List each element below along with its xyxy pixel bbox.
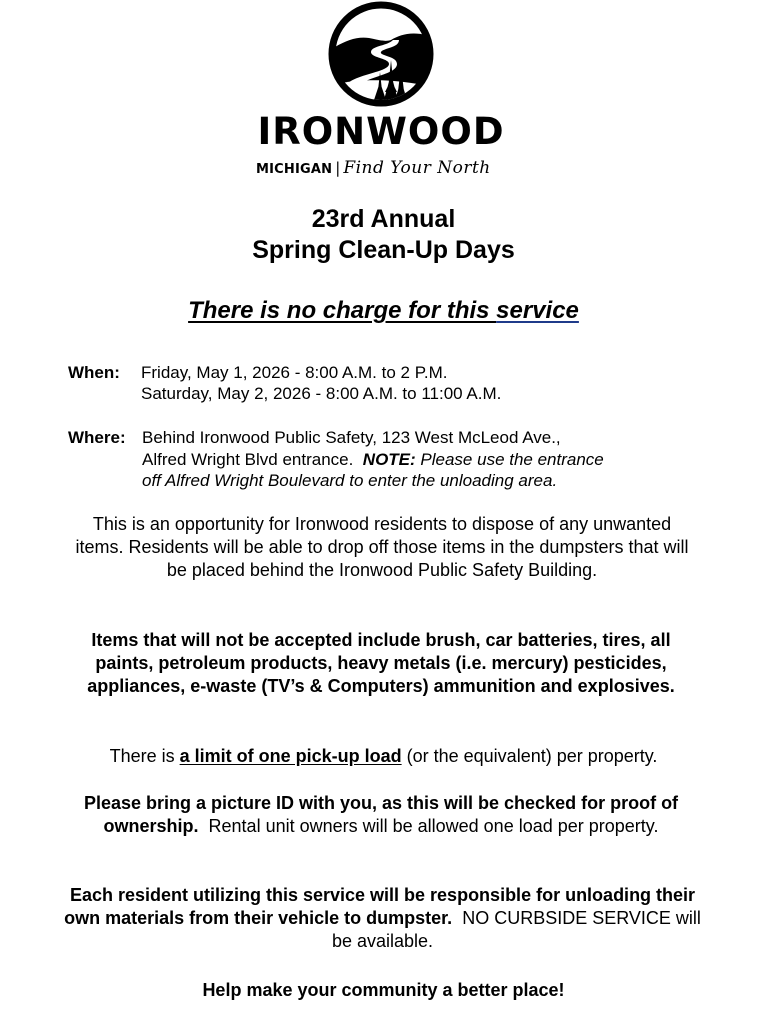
picture-id-plain: Rental unit owners will be allowed one load per property. xyxy=(198,816,659,836)
ironwood-logo xyxy=(254,0,514,185)
no-charge-text: There is no charge for this xyxy=(188,297,497,324)
picture-id-paragraph xyxy=(64,792,698,838)
unloading-bold: Each resident utilizing this service will be responsible for unloading their own materials from their vehicle to dumpster. xyxy=(64,885,696,928)
unloading-paragraph xyxy=(60,884,705,953)
when-line-1: Friday, May 1, 2026 - 8:00 A.M. to 2 P.M. xyxy=(141,363,448,382)
logo-wordmark: IRONWOOD xyxy=(257,110,505,153)
not-accepted-paragraph: Items that will not be accepted include brush, car batteries, tires, all paints, petroleum products, heavy metals (i.e. mercury) pesticides, appliances, e-waste (TV’s & Computers) ammunition and explosives. xyxy=(87,630,675,696)
where-line-1: Behind Ironwood Public Safety, 123 West McLeod Ave., xyxy=(142,428,561,447)
when-label xyxy=(68,362,120,383)
limit-prefix: There is xyxy=(109,746,180,766)
logo-separator: | xyxy=(335,159,341,177)
where-line-2 xyxy=(142,449,604,470)
where-line-3: off Alfred Wright Boulevard to enter the unloading area. xyxy=(142,471,558,490)
note-text: Please use the entrance xyxy=(415,450,604,469)
limit-emphasis: a limit of one pick-up load xyxy=(179,746,402,766)
event-title-line1: 23rd Annual xyxy=(311,205,456,233)
unloading-plain: NO CURBSIDE SERVICE will be available. xyxy=(331,908,706,951)
limit-suffix: (or the equivalent) per property. xyxy=(401,746,658,766)
logo-tagline xyxy=(256,156,510,182)
note-label: NOTE: xyxy=(362,450,416,469)
picture-id-bold: Please bring a picture ID with you, as this will be checked for proof of ownership. xyxy=(83,793,679,836)
when-line-2: Saturday, May 2, 2026 - 8:00 A.M. to 11:00 A.M. xyxy=(141,384,502,403)
where-label-text: Where: xyxy=(68,428,126,447)
no-charge-notice xyxy=(0,295,767,326)
no-charge-service-word: service xyxy=(496,297,579,324)
event-title-line2: Spring Clean-Up Days xyxy=(252,236,515,264)
intro-paragraph: This is an opportunity for Ironwood residents to dispose of any unwanted items. Residents will be able to drop off those items in the dumpsters that will be placed behind the Ironwood Public Safety Building. xyxy=(75,514,689,580)
limit-paragraph xyxy=(60,745,707,768)
logo-slogan: Find Your North xyxy=(343,158,491,178)
where-label xyxy=(68,427,126,448)
mountain-river-pines-emblem-icon xyxy=(327,0,435,108)
where-entrance-text: Alfred Wright Blvd entrance. xyxy=(142,450,363,469)
closing-line: Help make your community a better place! xyxy=(202,980,565,1000)
when-label-text: When: xyxy=(68,363,120,382)
logo-state: MICHIGAN xyxy=(256,162,333,177)
